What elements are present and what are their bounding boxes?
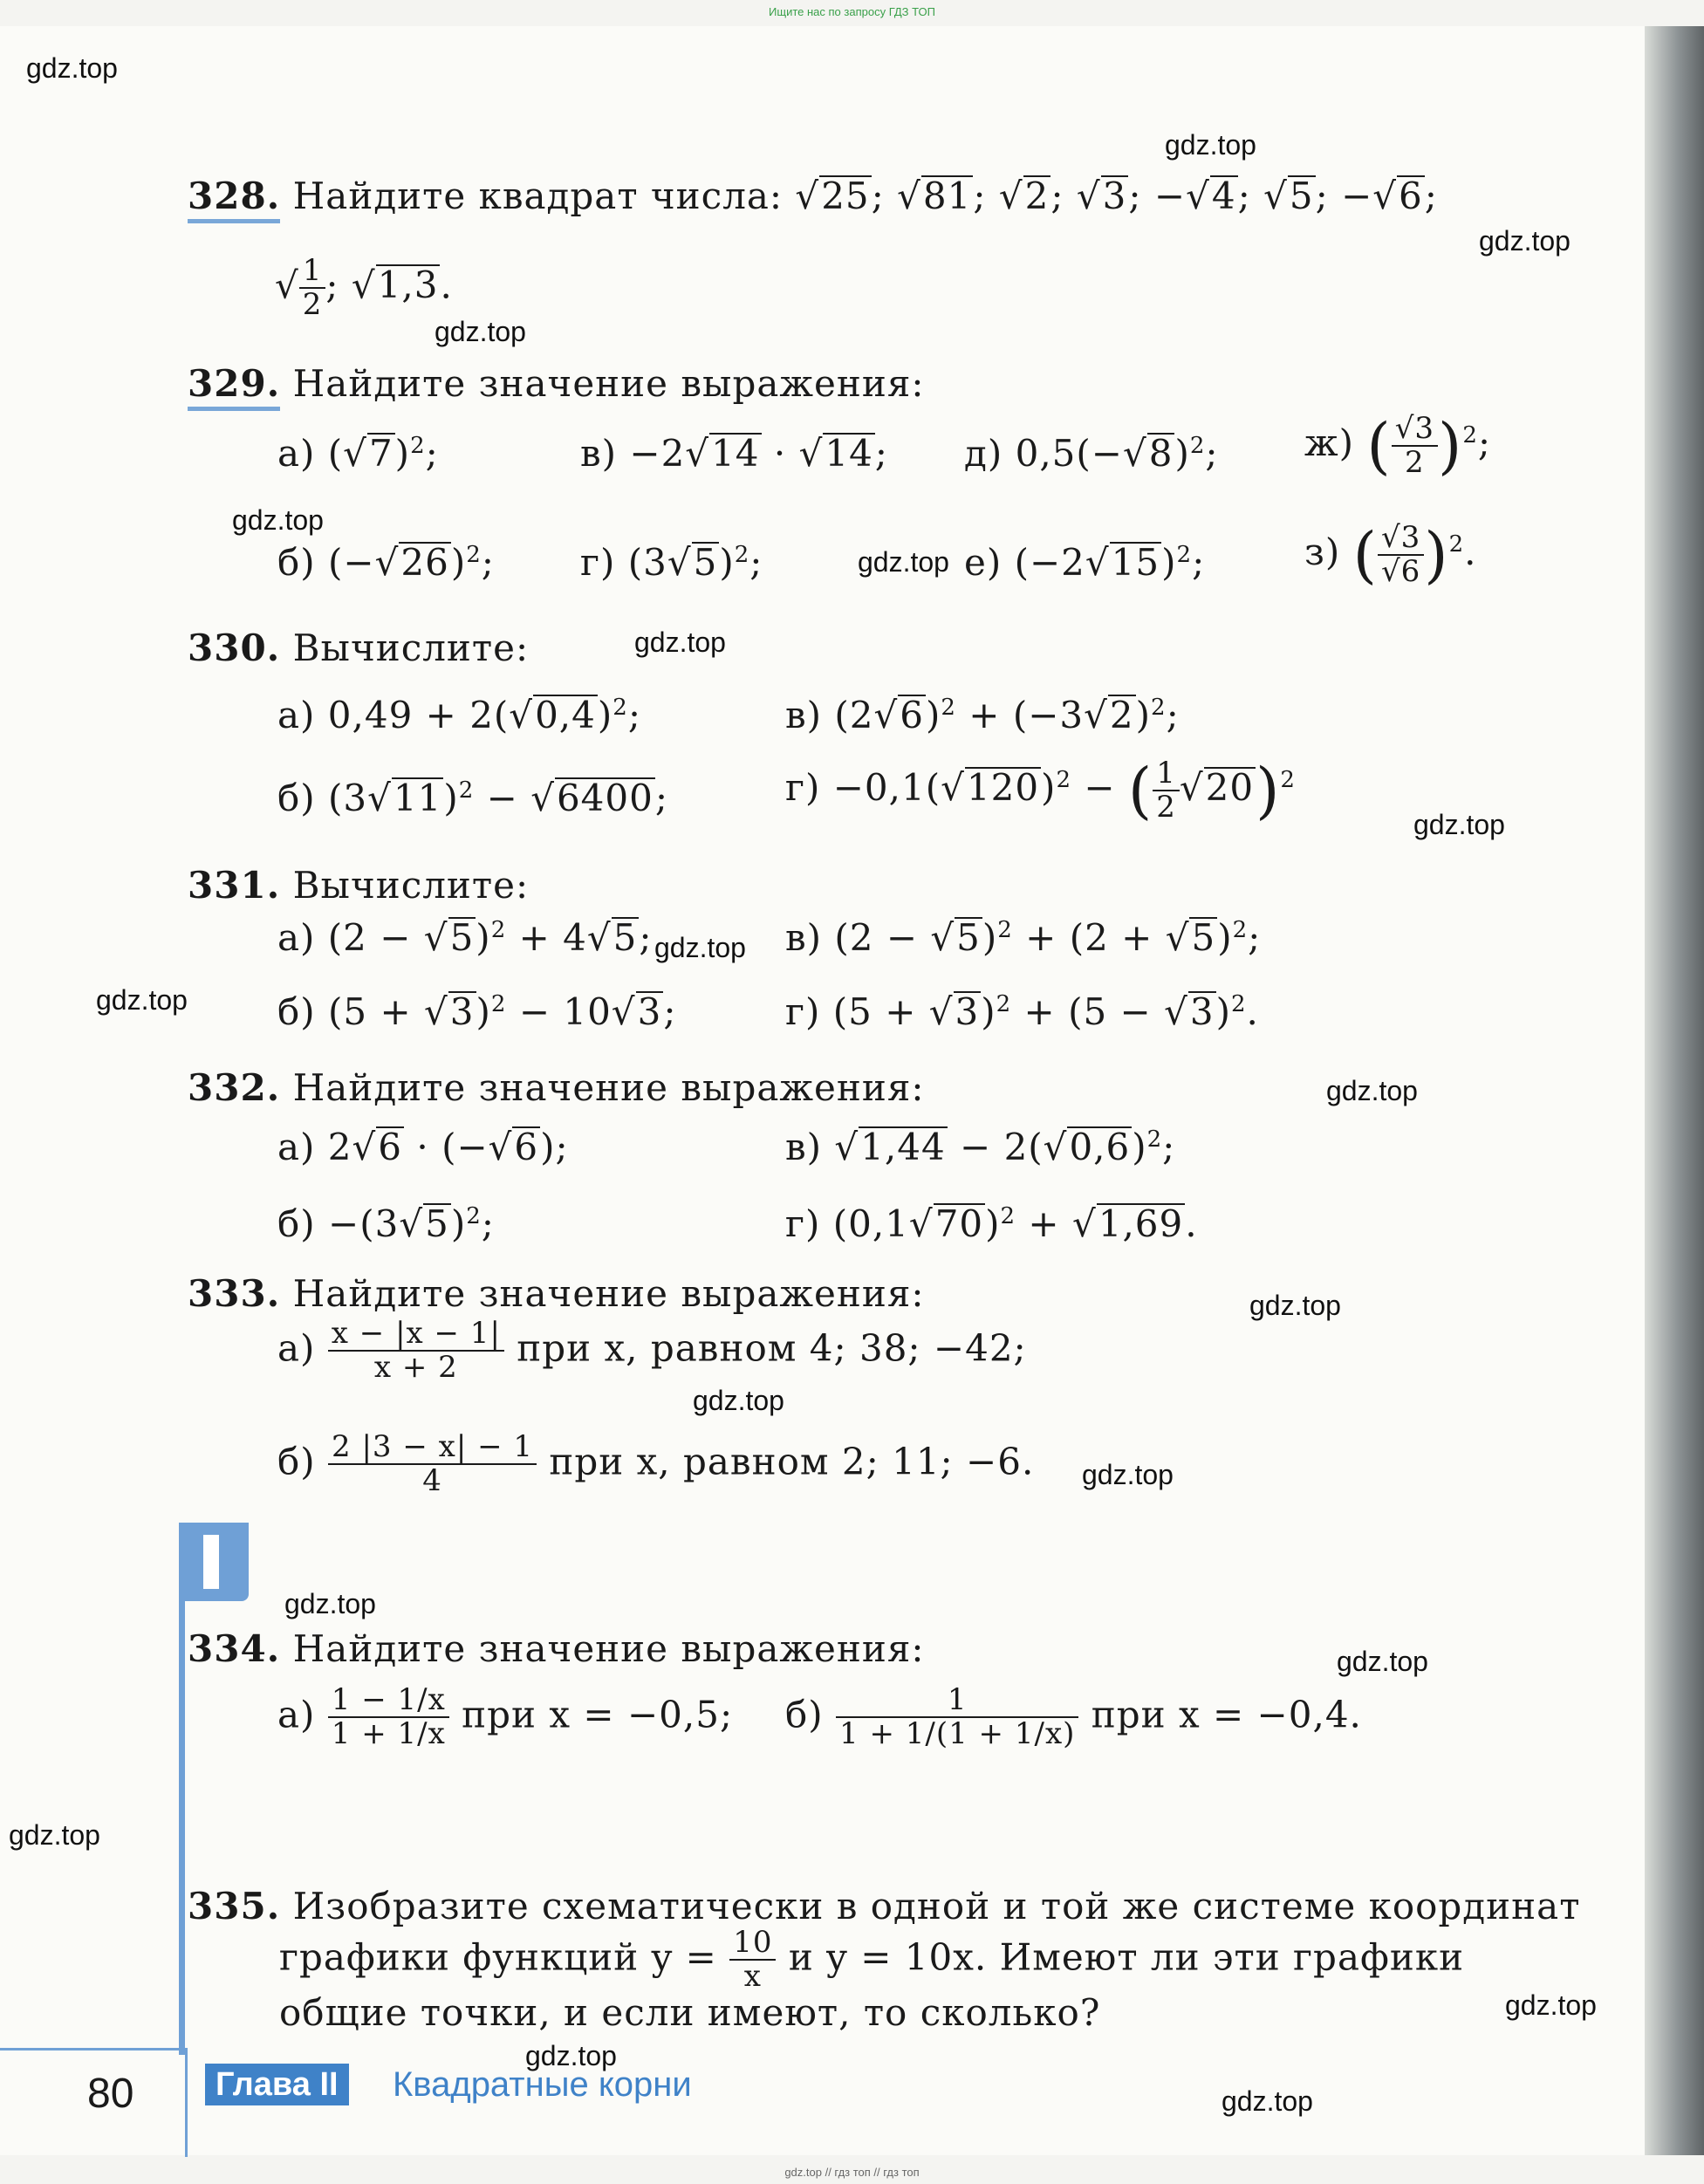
problem-328-cont: √ $\frac{1}{2}$ ; √1,3. bbox=[275, 253, 453, 323]
watermark: gdz.top bbox=[1337, 1646, 1428, 1677]
watermark: gdz.top bbox=[232, 504, 324, 536]
problem-332-a: а) 2√6 · (−√6); bbox=[277, 1126, 569, 1168]
problem-333-b: б) $\frac{2 |3 - x| - 1}{4}$ при x, равном 2; 11; −6. bbox=[277, 1429, 1035, 1499]
problem-332-b: $б) -(3√5)^2$; bbox=[277, 1202, 495, 1245]
watermark: gdz.top bbox=[1082, 1459, 1174, 1490]
problem-333-a: а) $\frac{x - |x - 1|}{x + 2}$ при x, равном 4; 38; −42; bbox=[277, 1316, 1027, 1386]
watermark: gdz.top bbox=[1222, 2085, 1313, 2117]
problem-332-g: г) $(0,1√70)^2 + √1,69$. bbox=[785, 1202, 1198, 1245]
book-spine bbox=[1645, 26, 1704, 2155]
problem-329-row2: б) $(-√26)^2$; bbox=[277, 541, 495, 584]
header-banner: Ищите нас по запросу ГДЗ ТОП bbox=[769, 5, 935, 18]
chapter-title: Квадратные корни bbox=[393, 2065, 692, 2104]
problem-335-line2: графики функций y = $\frac{10}{x}$ и y = 10x. Имеют ли эти графики bbox=[279, 1925, 1465, 1995]
problem-330-g: $г) -0,1(√120)^2$ − ( $\frac{1}{2}$ √20)$^2$ bbox=[785, 755, 1296, 826]
problem-334-a: а) $\frac{1 - 1/x}{1 + 1/x}$ при x = −0,5; bbox=[277, 1682, 734, 1752]
footer-rule bbox=[0, 2048, 187, 2050]
footer-banner: gdz.top // гдз топ // гдз топ bbox=[784, 2166, 920, 2179]
problem-329-row1: д) $0,5(-√8)^2$; bbox=[964, 432, 1219, 475]
watermark: gdz.top bbox=[26, 52, 118, 84]
problem-333-heading: 333. Найдите значение выражения: bbox=[188, 1272, 925, 1315]
problem-329-row2: е) $(-2√15)^2$; bbox=[964, 541, 1206, 584]
watermark: gdz.top bbox=[654, 932, 746, 963]
problem-329-row2: г) $(3√5)^2$; bbox=[580, 541, 763, 584]
watermark: gdz.top bbox=[1249, 1290, 1341, 1321]
problem-330-a: а) $0,49 + 2(√0,4)^2$; bbox=[277, 694, 641, 736]
advanced-level-marker bbox=[179, 1523, 249, 1601]
problem-329-row1: в) −2√14 · √14; bbox=[580, 432, 888, 475]
problem-331-b: б) $(5 + √3)^2 - 10√3$; bbox=[277, 990, 677, 1033]
watermark: gdz.top bbox=[1505, 1989, 1597, 2021]
watermark: gdz.top bbox=[284, 1588, 376, 1619]
problem-329-row2: з) ( $\frac{√3}{√6}$ )$^2$. bbox=[1304, 519, 1477, 591]
watermark: gdz.top bbox=[858, 546, 949, 578]
watermark: gdz.top bbox=[435, 316, 526, 347]
problem-328-heading: 328. Найдите квадрат числа: √25; √81; √2; √3; −√4; √5; −√6; bbox=[188, 175, 1438, 217]
problem-335-line3: общие точки, и если имеют, то сколько? bbox=[279, 1991, 1101, 2034]
problem-331-v: в) $(2 - √5)^2 + (2 + √5)^2$; bbox=[785, 916, 1262, 959]
watermark: gdz.top bbox=[1479, 225, 1571, 257]
section-sidebar bbox=[179, 1523, 185, 2055]
problem-335: 335. Изобразите схематически в одной и той же системе координат bbox=[188, 1885, 1581, 1927]
watermark: gdz.top bbox=[693, 1385, 784, 1416]
problem-334-b: б) $\frac{1}{1 + 1/(1 + 1/x)}$ при x = −0,4. bbox=[785, 1682, 1362, 1752]
problem-329-row1: ж) ( $\frac{√3}{2}$ )$^2$; bbox=[1304, 410, 1492, 482]
problem-331-a: а) $(2 - √5)^2 + 4√5$; bbox=[277, 916, 653, 959]
problem-330-v: в) $(2√6)^2 + (-3√2)^2$; bbox=[785, 694, 1180, 736]
watermark: gdz.top bbox=[9, 1819, 100, 1851]
watermark: gdz.top bbox=[1413, 809, 1505, 840]
problem-334-heading: 334. Найдите значение выражения: bbox=[188, 1627, 925, 1670]
problem-329-heading: 329. Найдите значение выражения: bbox=[188, 362, 925, 405]
watermark: gdz.top bbox=[525, 2040, 617, 2071]
page-number: 80 bbox=[87, 2071, 134, 2117]
watermark: gdz.top bbox=[1165, 129, 1256, 161]
problem-332-heading: 332. Найдите значение выражения: bbox=[188, 1066, 925, 1109]
problem-330-heading: 330. Вычислите: bbox=[188, 626, 530, 669]
problem-331-heading: 331. Вычислите: bbox=[188, 864, 530, 907]
watermark: gdz.top bbox=[634, 626, 726, 658]
problem-332-v: в) $√1,44 - 2(√0,6)^2$; bbox=[785, 1126, 1176, 1168]
problem-329-row1: а) $(√7)^2$; bbox=[277, 432, 439, 475]
watermark: gdz.top bbox=[1326, 1075, 1418, 1106]
problem-331-g: г) $(5 + √3)^2 + (5 - √3)^2$. bbox=[785, 990, 1259, 1033]
problem-330-b: б) $(3√11)^2 - √6400$; bbox=[277, 777, 668, 819]
footer-rule bbox=[185, 2048, 188, 2157]
watermark: gdz.top bbox=[96, 984, 188, 1016]
chapter-badge: Глава II bbox=[205, 2064, 349, 2105]
